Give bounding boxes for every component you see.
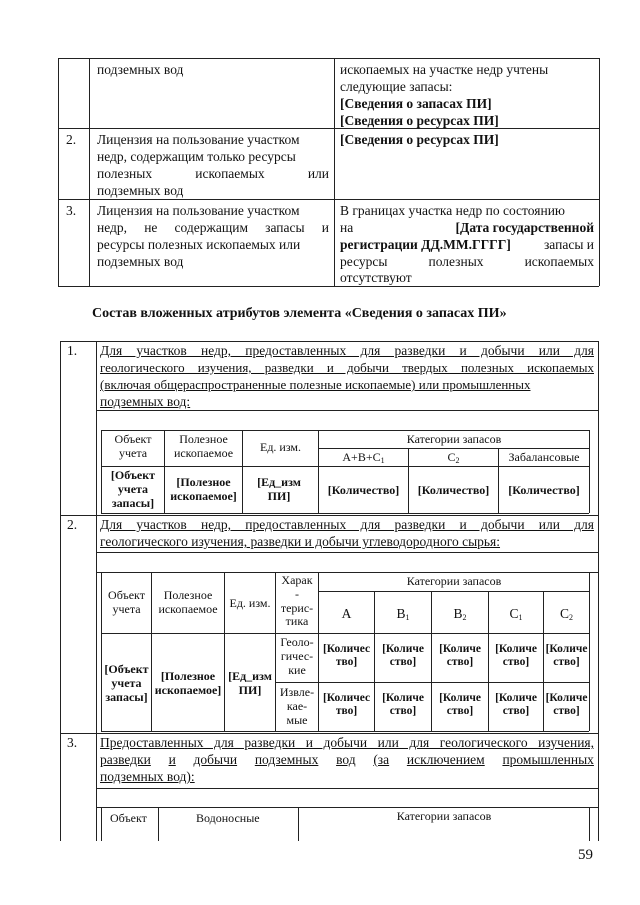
item-number: 1. <box>67 343 78 358</box>
value-quantity: [Количе ство] <box>382 643 424 669</box>
cell-text: ископаемых на участке недр учтены <box>340 62 549 77</box>
header-c1: $С_1$ <box>509 606 523 622</box>
item-text: разведки и добычи подземных вод (за исключением промышленных <box>100 752 594 767</box>
header-categories: Категории запасов <box>396 809 492 823</box>
value-quantity: [Количе ство] <box>545 643 588 669</box>
value-quantity: [Количество] <box>327 483 400 497</box>
header-c2: $С_2$ <box>447 450 460 465</box>
header-offbalance: Забалансовые <box>508 450 580 464</box>
cell-text: подземных вод <box>97 62 184 77</box>
header-object: Объект <box>110 811 147 825</box>
header-abc1: $А+В+С_1$ <box>342 450 385 465</box>
header-mineral: Полезное ископаемое <box>173 432 234 460</box>
item-number: 2. <box>67 517 78 532</box>
header-unit: Ед. изм. <box>259 440 302 454</box>
cell-text: Лицензия на пользование участком <box>97 203 300 218</box>
item-text: подземных вод): <box>100 769 195 784</box>
header-c2: $С_2$ <box>559 606 573 622</box>
header-aquifer: Водоносные <box>196 811 260 825</box>
item-number: 3. <box>67 735 78 750</box>
cell-text: на [Дата государственной <box>340 220 594 235</box>
cell-text: В границах участка недр по состоянию <box>340 203 566 218</box>
value-quantity: [Количе ство] <box>382 692 424 718</box>
item-text: геологического изучения, разведки и добычи углеводородного сырья: <box>100 534 501 549</box>
cell-text: следующие запасы: <box>340 79 453 94</box>
cell-text: Лицензия на пользование участком <box>97 132 300 147</box>
value-object: [Объект учета запасы] <box>104 662 149 704</box>
header-object: Объект учета <box>108 588 145 616</box>
cell-text: регистрации ДД.ММ.ГГГГ] запасы и <box>340 237 594 252</box>
cell-text: недр, не содержащим запасы и <box>97 220 329 235</box>
value-quantity: [Количес тво] <box>322 692 371 718</box>
header-object: Объект учета <box>114 432 152 460</box>
value-quantity: [Количе ство] <box>545 692 588 718</box>
value-unit: [Ед_изм ПИ] <box>257 475 301 503</box>
cell-text: недр, содержащим только ресурсы <box>97 149 296 164</box>
value-mineral: [Полезное ископаемое] <box>154 669 222 697</box>
value-quantity: [Количество] <box>508 483 580 497</box>
value-unit: [Ед_изм ПИ] <box>228 669 272 697</box>
cell-text: подземных вод <box>97 183 184 198</box>
item-text: Предоставленных для разведки и добычи или для геологического изучения, <box>100 735 594 750</box>
page-number: 59 <box>578 847 593 863</box>
value-mineral: [Полезное ископаемое] <box>170 475 237 503</box>
value-quantity: [Количе ство] <box>495 692 537 718</box>
extractable-label: Извле- кае- мые <box>279 685 315 727</box>
cell-text: ресурсы полезных ископаемых или <box>97 237 301 252</box>
value-quantity: [Количе ство] <box>495 643 537 669</box>
header-unit: Ед. изм. <box>229 596 271 610</box>
cell-text: [Сведения о запасах ПИ] <box>340 96 492 111</box>
cell-text: [Сведения о ресурсах ПИ] <box>340 113 499 128</box>
value-quantity: [Количество] <box>417 483 490 497</box>
value-object: [Объект учета запасы] <box>110 468 156 510</box>
item-text: геологического изучения, разведки и добычи твердых полезных ископаемых <box>100 360 594 375</box>
row-number: 2. <box>66 132 77 147</box>
cell-text: отсутствуют <box>340 270 412 285</box>
header-categories: Категории запасов <box>406 432 502 446</box>
item-text: (включая общераспространенные полезные ископаемые) или промышленных <box>100 377 531 392</box>
header-categories: Категории запасов <box>406 574 502 588</box>
value-quantity: [Количе ство] <box>439 692 481 718</box>
cell-text: ресурсы полезных ископаемых <box>340 254 594 269</box>
header-mineral: Полезное ископаемое <box>158 588 218 616</box>
value-quantity: [Количес тво] <box>322 643 371 669</box>
section-heading: Состав вложенных атрибутов элемента «Сведения о запасах ПИ» <box>92 306 507 321</box>
cell-text: полезных ископаемых или <box>97 166 329 181</box>
item-text: подземных вод: <box>100 394 191 409</box>
row-number: 3. <box>66 203 77 218</box>
item-text: Для участков недр, предоставленных для разведки и добычи или для <box>100 517 594 532</box>
header-b2: $В_2$ <box>453 606 467 622</box>
item-text: Для участков недр, предоставленных для разведки и добычи или для <box>100 343 594 358</box>
cell-text: [Сведения о ресурсах ПИ] <box>340 132 499 147</box>
header-b1: $В_1$ <box>396 606 410 622</box>
geological-label: Геоло- гичес- кие <box>280 635 314 677</box>
header-characteristic: Харак - терис- тика <box>280 573 314 629</box>
value-quantity: [Количе ство] <box>439 643 481 669</box>
header-a: А <box>341 606 352 621</box>
cell-text: подземных вод <box>97 254 184 269</box>
